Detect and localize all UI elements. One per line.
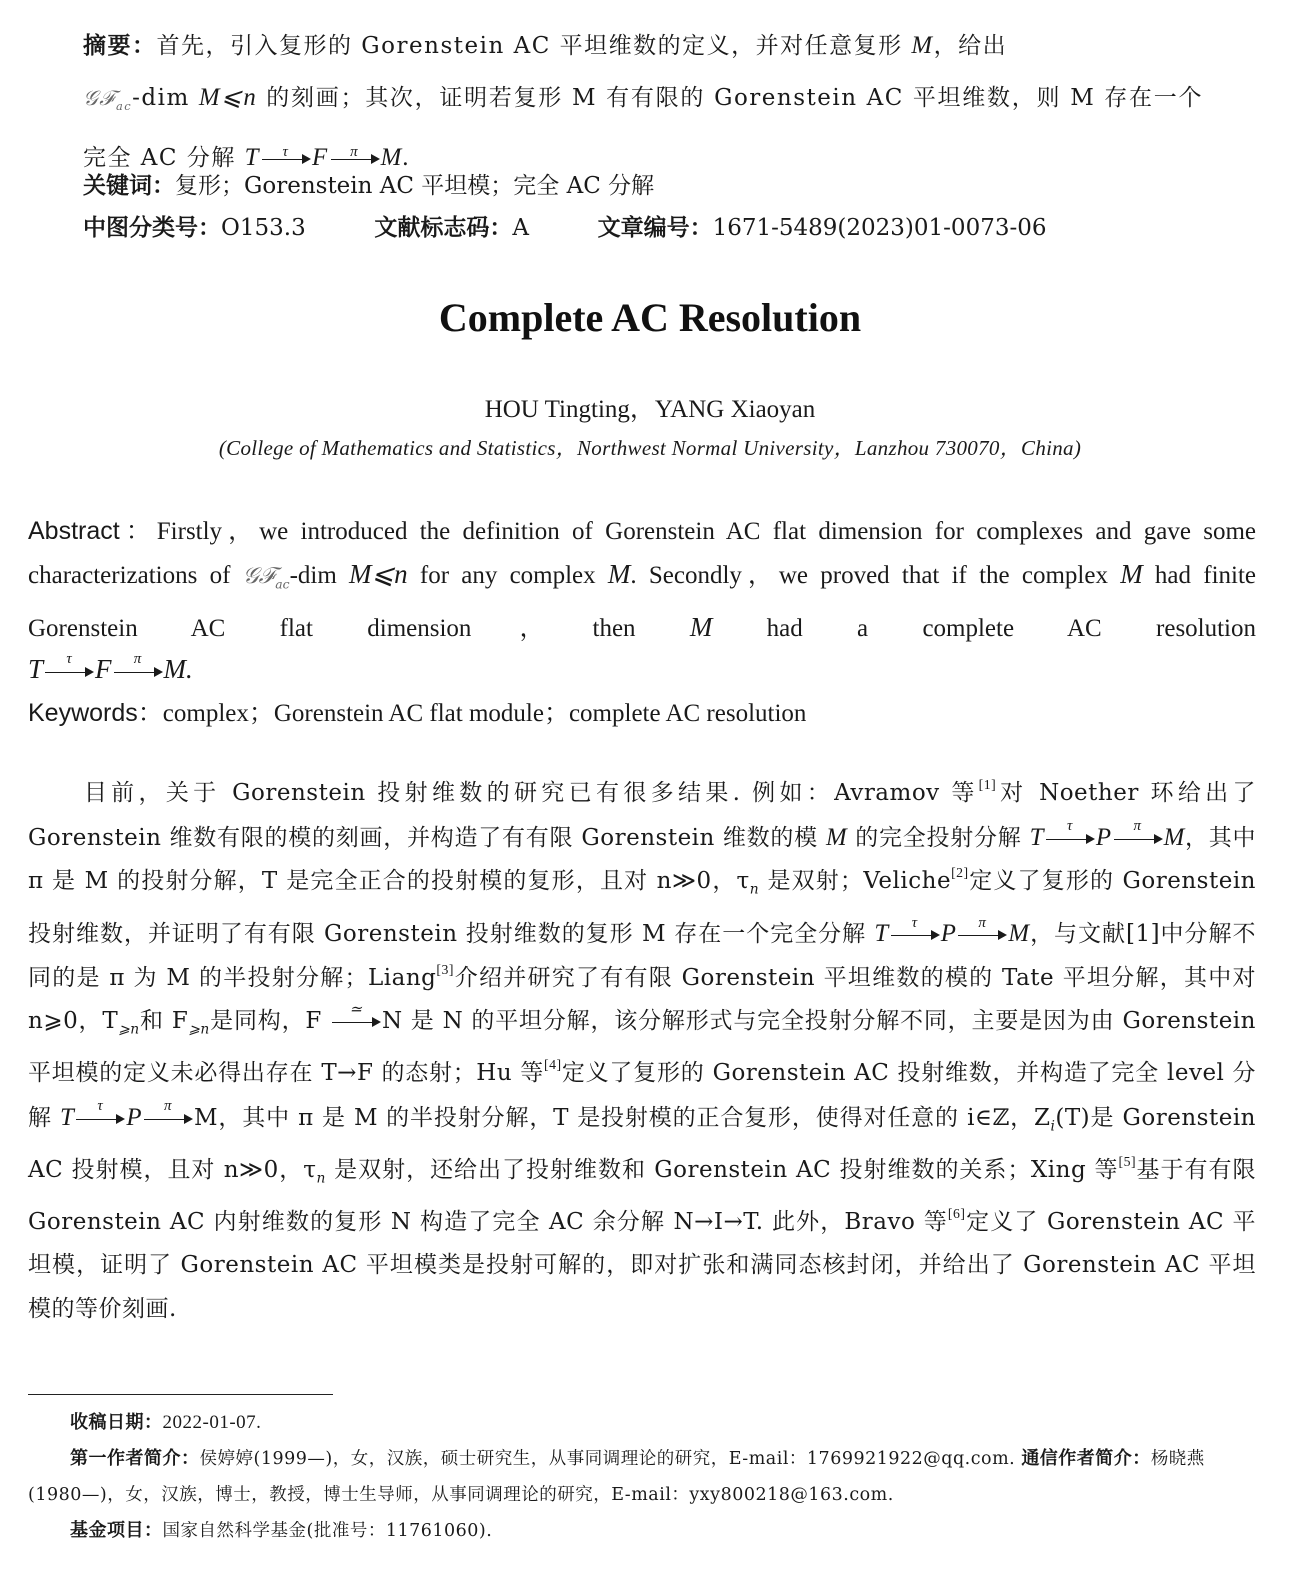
introduction-paragraph: 目前，关于 Gorenstein 投射维数的研究已有很多结果. 例如：Avramov 等[1]对 Noether 环给出了 Gorenstein 维数有限的模的刻画，并构造了有有限 Gorenstein 维数的模 M 的完全投射分解 T τ P π M，其中 π 是 M 的投射分解，T 是完全正合的投射模的复形，且对 n≫0，$\tau_n$ 是双射；Veliche[2]定义了复形的 Gorenstein 投射维数，并证明了有有限 Gorenstein 投射维数的复形 M 存在一个完全分解 T τ P π M，与文献[1]中分解不同的是 π 为 M 的半投射分解；Liang[3]介绍并研究了有有限 Gorenstein 平坦维数的模的 Tate 平坦分解，其中对 n⩾0，$T_{⩾n}$和 $F_{⩾n}$是同构，F ≃ N 是 N 的平坦分解，该分解形式与完全投射分解不同，主要是因为由 Gorenstein 平坦模的定义未必得出存在 T→F 的态射；Hu 等[4]定义了复形的 Gorenstein AC 投射维数，并构造了完全 level 分解 T τ P π M，其中 π 是 M 的半投射分解，T 是投射模的正合复形，使得对任意的 i∈ℤ，$Z_i(T)$是 Gorenstein AC 投射模，且对 n≫0，$\tau_n$ 是双射，还给出了投射维数和 Gorenstein AC 投射维数的关系；Xing 等[5]基于有有限 Gorenstein AC 内射维数的复形 N 构造了完全 AC 余分解 N→I→T. 此外，Bravo 等[6]定义了 Gorenstein AC 平坦模，证明了 Gorenstein AC 平坦模类是投射可解的，即对扩张和满同态核封闭，并给出了 Gorenstein AC 平坦模的等价刻画.: [28, 776, 1257, 1322]
footnote-fund: 基金项目：国家自然科学基金(批准号：11761060).: [70, 1520, 493, 1541]
gf-symbol: 𝒢ℱ$_{ac}$: [83, 86, 133, 114]
math-symbol: M: [689, 611, 713, 642]
article-no-label: 文章编号：: [597, 215, 713, 241]
arrow-icon: τ: [43, 660, 95, 685]
english-keywords: [28, 692, 806, 735]
chinese-abstract: [83, 20, 1203, 184]
classification-line: [83, 208, 1213, 248]
citation-link[interactable]: [3]: [436, 961, 454, 977]
english-abstract-label: Abstract：: [28, 517, 157, 545]
abstract-text: -dim: [132, 85, 199, 111]
abstract-text: 的刻画；其次，证明若复形 M 有有限的 Gorenstein AC 平坦维数，则 M 存在一个完全 AC 分解: [83, 85, 1203, 172]
chinese-keywords: [83, 166, 654, 206]
math-condition: M⩽n: [349, 559, 408, 589]
citation-link[interactable]: [5]: [1118, 1153, 1137, 1169]
arrow-icon: τ: [889, 924, 941, 947]
gf-symbol: 𝒢ℱ$_{ac}$: [242, 563, 290, 592]
abstract-text: had finite Gorenstein AC flat dimension，then: [28, 562, 1256, 642]
footnote-authors: 第一作者简介：侯婷婷(1999—)，女，汉族，硕士研究生，从事同调理论的研究，E-mail：1769921922@qq.com. 通信作者简介：杨晓燕(1980—)，女，汉族，博士，教授，博士生导师，从事同调理论的研究，E-mail：yxy800218@163.com.: [28, 1448, 1205, 1505]
clc-value: O153.3: [221, 215, 306, 241]
keywords-label: 关键词：: [83, 173, 175, 199]
abstract-text: Firstly，we introduced the definition of Gorenstein AC flat dimension for complexes and gave some characterizations of: [28, 518, 1256, 589]
math-symbol: M: [911, 32, 934, 59]
chinese-abstract-label: 摘要：: [83, 33, 157, 59]
english-abstract-resolution: [28, 648, 193, 692]
keywords-label: Keywords：: [28, 699, 163, 727]
doc-code-value: A: [512, 215, 529, 241]
citation-link[interactable]: [1]: [978, 776, 997, 792]
abstract-text: . Secondly，we proved that if the complex: [630, 562, 1121, 589]
abstract-text: 首先，引入复形的 Gorenstein AC 平坦维数的定义，并对任意复形: [156, 33, 912, 59]
arrow-icon: π: [112, 660, 164, 685]
citation-link[interactable]: [6]: [947, 1205, 966, 1221]
arrow-icon: π: [1112, 827, 1164, 850]
math-symbol: M.: [380, 144, 411, 172]
authors: HOU Tingting，YANG Xiaoyan: [484, 396, 816, 423]
affiliation: (College of Mathematics and Statistics，Northwest Normal University，Lanzhou 730070，China): [218, 436, 1082, 460]
arrow-icon: π: [329, 148, 381, 171]
english-abstract: [28, 510, 1256, 650]
math-symbol: F: [311, 144, 329, 172]
footnote-divider: [28, 1394, 333, 1395]
abstract-text: for any complex: [407, 562, 608, 589]
arrow-icon: ≃: [330, 1011, 382, 1034]
paper-title: Complete AC Resolution: [438, 295, 862, 340]
math-symbol: T: [244, 144, 260, 172]
abstract-text: -dim: [289, 562, 350, 589]
math-symbol: F: [95, 654, 112, 684]
footnote-received: 收稿日期：2022-01-07.: [70, 1412, 262, 1433]
clc-label: 中图分类号：: [83, 215, 221, 241]
arrow-icon: τ: [260, 148, 312, 171]
math-symbol: M.: [163, 654, 193, 684]
citation-link[interactable]: [4]: [544, 1057, 562, 1073]
abstract-text: had a complete AC resolution: [712, 614, 1257, 642]
arrow-icon: τ: [74, 1107, 126, 1130]
keywords-value: 复形；Gorenstein AC 平坦模；完全 AC 分解: [175, 173, 655, 199]
math-symbol: M: [1120, 559, 1143, 589]
math-symbol: M: [607, 559, 631, 589]
article-no-value: 1671-5489(2023)01-0073-06: [712, 215, 1047, 241]
arrow-icon: π: [956, 924, 1008, 947]
arrow-icon: τ: [1044, 827, 1096, 850]
abstract-text: ，给出: [933, 33, 1008, 59]
citation-link[interactable]: [2]: [951, 864, 969, 880]
arrow-icon: π: [142, 1107, 194, 1130]
doc-code-label: 文献标志码：: [374, 215, 513, 241]
keywords-value: complex；Gorenstein AC flat module；complete AC resolution: [162, 700, 807, 727]
math-condition: M⩽n: [198, 84, 258, 111]
math-symbol: T: [28, 654, 44, 684]
